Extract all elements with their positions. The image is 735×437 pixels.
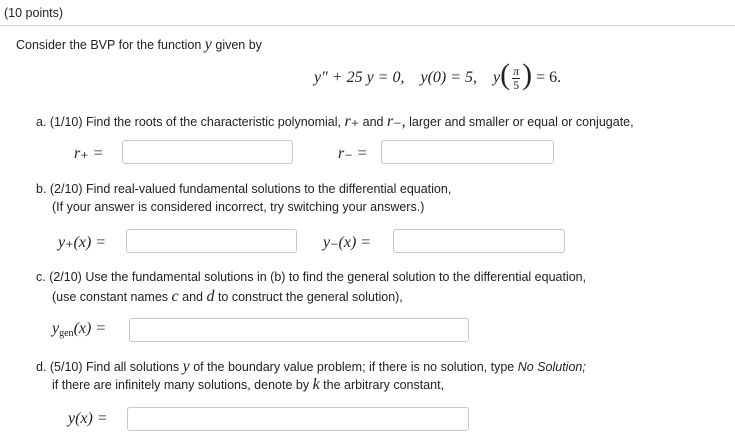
y-plus-label: y₊(x) = <box>58 234 107 251</box>
part-d-line1: d. (5/10) Find all solutions y of the boundary value problem; if there is no solution, type No Solution; <box>36 358 586 375</box>
part-b-line1: b. (2/10) Find real-valued fundamental solutions to the differential equation, <box>36 182 452 196</box>
points-label: (10 points) <box>4 6 64 20</box>
y-gen-input[interactable] <box>129 318 469 342</box>
boundary-condition-1: y(0) = 5, <box>420 69 478 86</box>
bvp-equation <box>314 60 561 96</box>
y-plus-input[interactable] <box>126 229 297 253</box>
y-gen-label: $y_{gen}(x)$ = <box>52 320 107 339</box>
part-a-text: a. (1/10) Find the roots of the characteristic polynomial, r₊ and r₋, larger and smaller or equal or conjugate, <box>36 113 634 130</box>
part-d-line2: if there are infinitely many solutions, denote by k the arbitrary constant, <box>52 376 445 393</box>
part-c-line1: c. (2/10) Use the fundamental solutions in (b) to find the general solution to the differential equation, <box>36 270 587 284</box>
divider <box>0 25 735 26</box>
r-plus-input[interactable] <box>122 140 293 164</box>
boundary-condition-2: y( $\frac{\pi}{5}$ ) = 6. <box>493 58 562 92</box>
part-c-line2: (use constant names c and d to construct the general solution), <box>52 288 403 305</box>
function-var: y <box>204 36 212 53</box>
y-minus-label: y₋(x) = <box>323 234 372 251</box>
y-solution-label: y(x) = <box>68 410 108 427</box>
intro-text: Consider the BVP for the function y given by <box>16 36 262 53</box>
ode: y″ + 25 y = 0, <box>314 69 405 86</box>
part-b-line2: (If your answer is considered incorrect, try switching your answers.) <box>52 200 425 214</box>
r-minus-label: r₋ = <box>338 145 368 162</box>
r-plus-label: r₊ = <box>74 145 104 162</box>
r-minus-input[interactable] <box>381 140 554 164</box>
y-minus-input[interactable] <box>393 229 565 253</box>
y-solution-input[interactable] <box>127 407 469 431</box>
